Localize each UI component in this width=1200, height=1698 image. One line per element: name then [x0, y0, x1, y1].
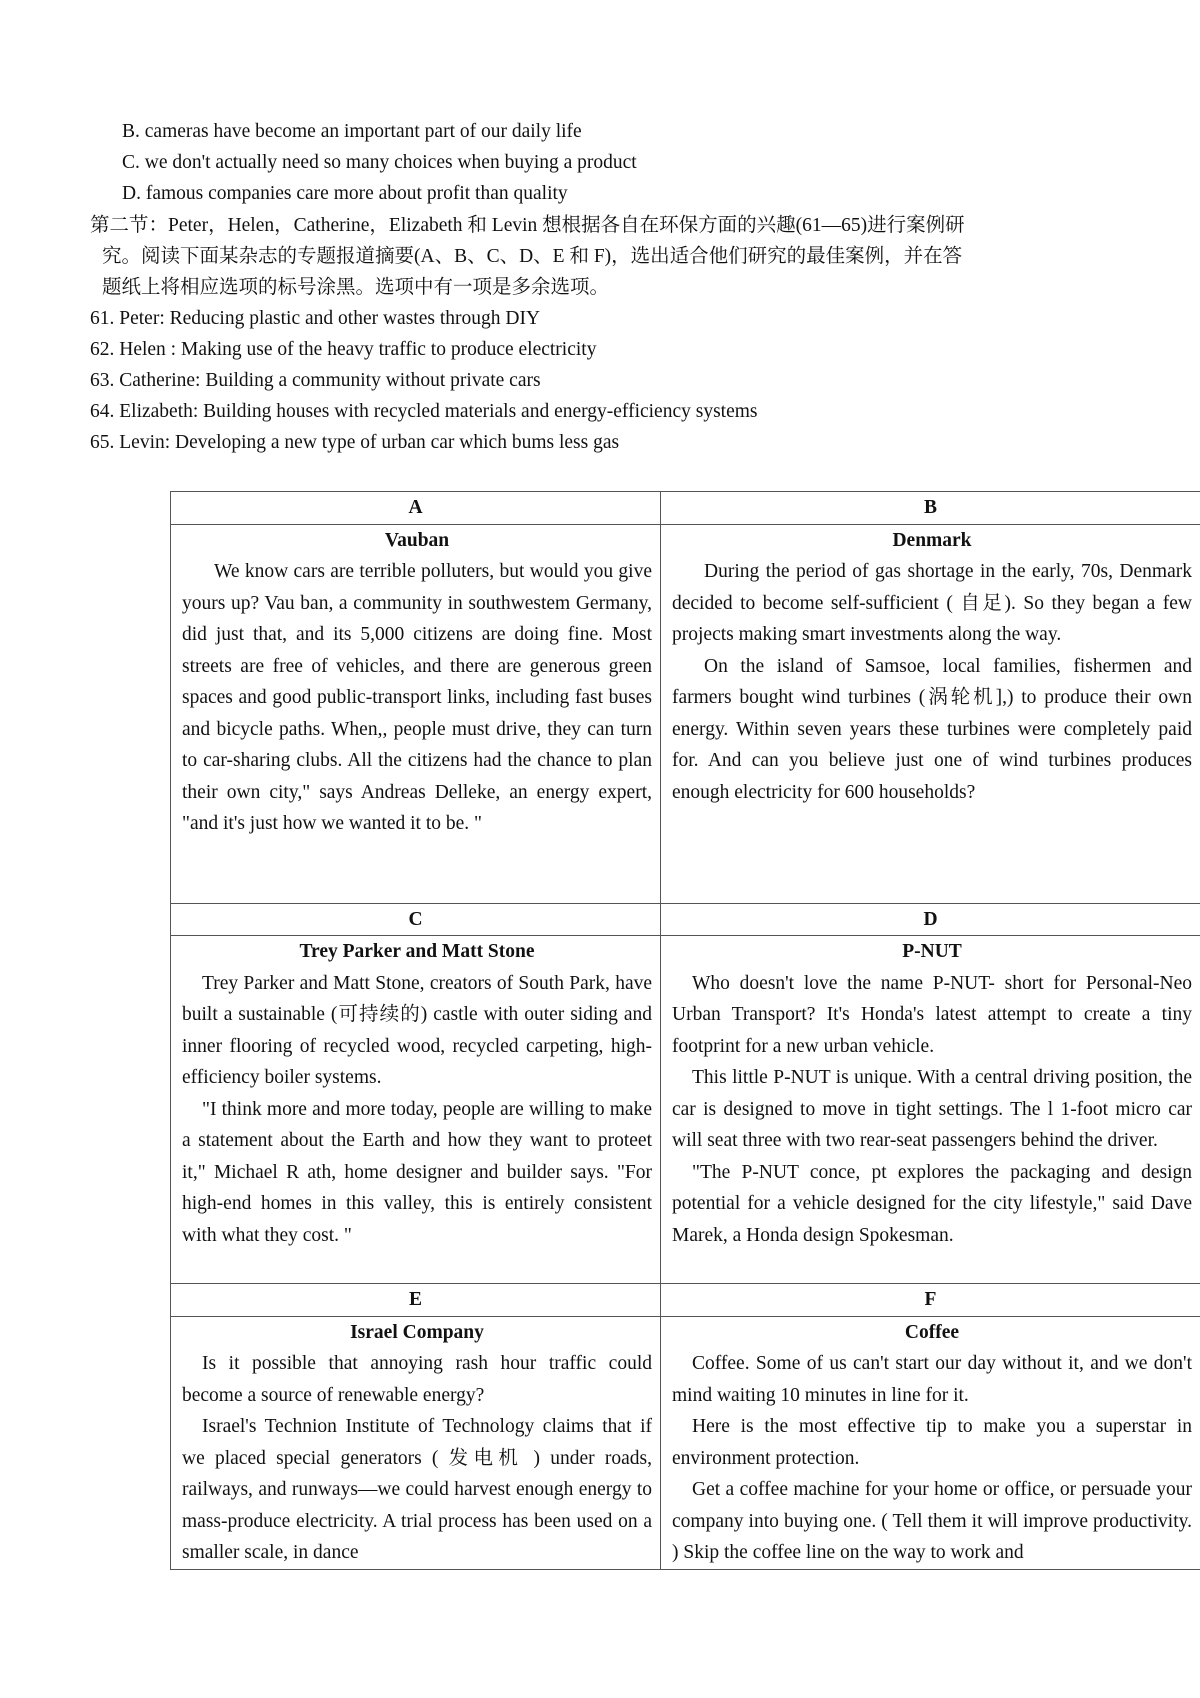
- case-f-paragraph: Here is the most effective tip to make you a superstar in environment protection.: [672, 1416, 1192, 1469]
- case-c-title: Trey Parker and Matt Stone: [299, 941, 535, 962]
- section-intro-line-2: 究。阅读下面某杂志的专题报道摘要(A、B、C、D、E 和 F)，选出适合他们研究的最佳案例，并在答: [102, 246, 963, 267]
- case-f-letter: F: [661, 1284, 1200, 1317]
- case-a-title: Vauban: [384, 529, 450, 551]
- case-a-cell: [171, 524, 661, 903]
- case-c-paragraph: Trey Parker and Matt Stone, creators of South Park, have built a sustainable (可持续的) castle with outer siding and inner flooring of recycled wood, recycled carpeting, high-efficiency boiler systems.: [182, 972, 652, 1088]
- question-62: 62. Helen : Making use of the heavy traffic to produce electricity: [90, 339, 597, 360]
- case-f-title: Coffee: [904, 1321, 960, 1343]
- question-63: 63. Catherine: Building a community without private cars: [90, 370, 541, 391]
- question-61: 61. Peter: Reducing plastic and other wastes through DIY: [90, 308, 541, 329]
- case-f-paragraph: Get a coffee machine for your home or office, or persuade your company into buying one. ( Tell them it will improve productivity. ) Skip the coffee line on the way to work and: [672, 1479, 1192, 1563]
- case-d-paragraph: This little P-NUT is unique. With a central driving position, the car is designed to move in tight settings. The l 1-foot micro car will seat three with two rear-seat passengers behind the driver.: [672, 1067, 1192, 1151]
- option-d: D. famous companies care more about profit than quality: [122, 183, 568, 204]
- case-d-letter: D: [661, 903, 1200, 936]
- case-e-letter: E: [171, 1284, 661, 1317]
- case-b-letter: B: [661, 492, 1200, 525]
- case-table: [170, 491, 1200, 1570]
- case-e-paragraph: Is it possible that annoying rash hour traffic could become a source of renewable energy?: [182, 1353, 652, 1406]
- case-a-paragraph: We know cars are terrible polluters, but would you give yours up? Vau ban, a community in southwestem Germany, did just that, and its 5,000 citizens are doing fine. Most streets are free of vehicles, and there are generous green spaces and good public-transport links, including fast buses and bicycle paths. When,, people must drive, they can turn to car-sharing clubs. All the citizens had the chance to plan their own city," says Andreas Delleke, an energy expert, "and it's just how we wanted it to be. ": [182, 561, 652, 834]
- section-intro-line-3: 题纸上将相应选项的标号涂黑。选项中有一项是多余选项。: [102, 277, 610, 298]
- case-c-letter: C: [171, 903, 661, 936]
- case-b-paragraph: During the period of gas shortage in the early, 70s, Denmark decided to become self-sufficient ( 自足). So they began a few projects making smart investments along the way.: [672, 561, 1192, 645]
- question-64: 64. Elizabeth: Building houses with recycled materials and energy-efficiency systems: [90, 401, 758, 422]
- section-intro-line-1: 第二节：Peter，Helen，Catherine，Elizabeth 和 Levin 想根据各自在环保方面的兴趣(61—65)进行案例研: [90, 215, 965, 236]
- case-c-cell: [171, 936, 661, 1284]
- case-a-letter: A: [171, 492, 661, 525]
- case-b-cell: [661, 524, 1200, 903]
- case-d-paragraph: "The P-NUT conce, pt explores the packaging and design potential for a vehicle designed for the city lifestyle," said Dave Marek, a Honda design Spokesman.: [672, 1161, 1192, 1246]
- case-f-paragraph: Coffee. Some of us can't start our day without it, and we don't mind waiting 10 minutes in line for it.: [672, 1353, 1192, 1406]
- option-b: B. cameras have become an important part of our daily life: [122, 121, 582, 142]
- case-f-cell: [661, 1316, 1200, 1569]
- case-e-paragraph: Israel's Technion Institute of Technology claims that if we placed special generators ( 发电机 ) under roads, railways, and runways—we could harvest enough energy to mass-produce electricity. A trial process has been used on a smaller scale, in dance: [182, 1416, 652, 1563]
- case-b-paragraph: On the island of Samsoe, local families, fishermen and farmers bought wind turbines (涡轮机],) to produce their own energy. Within seven years these turbines were completely paid for. And can you believe just one of wind turbines produces enough electricity for 600 households?: [672, 655, 1192, 803]
- option-c: C. we don't actually need so many choices when buying a product: [122, 152, 637, 173]
- case-e-cell: [171, 1316, 661, 1569]
- question-65: 65. Levin: Developing a new type of urban car which bums less gas: [90, 432, 620, 453]
- case-d-paragraph: Who doesn't love the name P-NUT- short for Personal-Neo Urban Transport? It's Honda's latest attempt to create a tiny footprint for a new urban vehicle.: [672, 972, 1192, 1057]
- case-d-cell: [661, 936, 1200, 1284]
- case-e-title: Israel Company: [350, 1321, 484, 1343]
- case-d-title: P-NUT: [902, 941, 962, 962]
- case-b-title: Denmark: [892, 529, 972, 551]
- case-c-paragraph: "I think more and more today, people are willing to make a statement about the Earth and how they want to proteet it," Michael R ath, home designer and builder says. "For high-end homes in this valley, this is entirely consistent with what they cost. ": [182, 1098, 652, 1246]
